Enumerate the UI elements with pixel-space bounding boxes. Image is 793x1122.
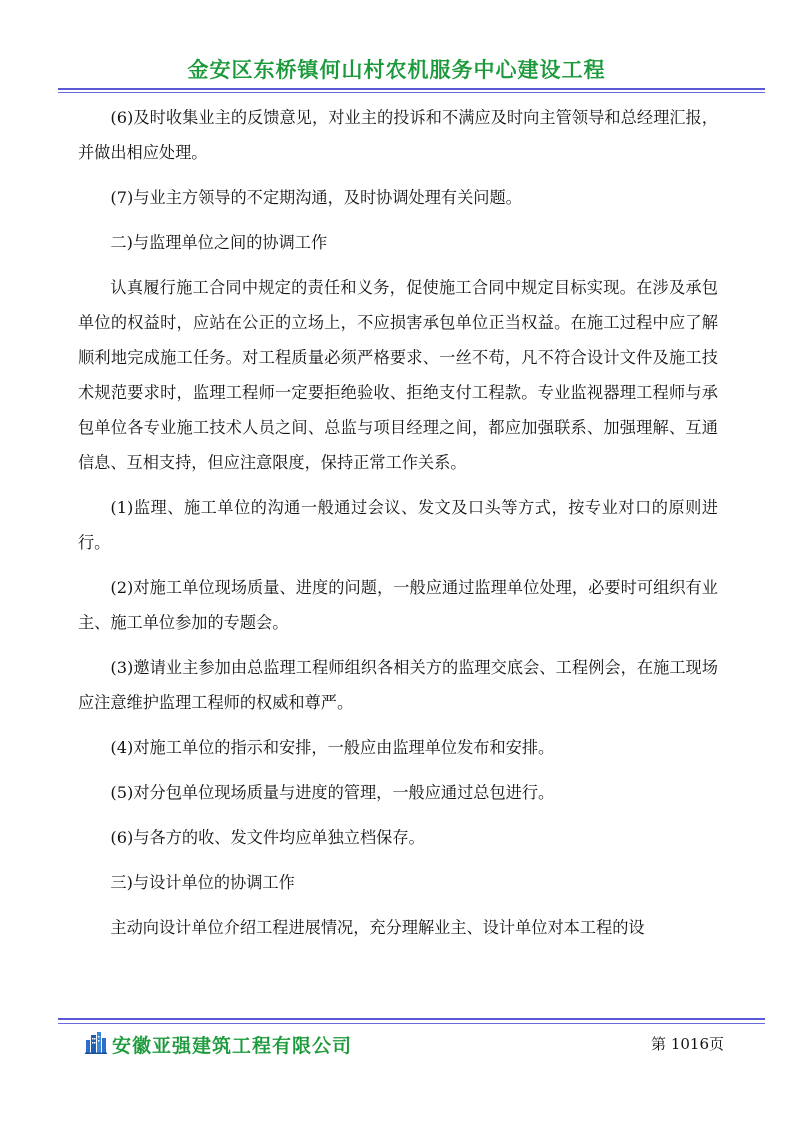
paragraph: (3)邀请业主参加由总监理工程师组织各相关方的监理交底会、工程例会，在施工现场应注意维护监理工程师的权威和尊严。 [78,658,718,712]
section-heading: 二)与监理单位之间的协调工作 [110,233,328,252]
building-logo-icon [84,1030,108,1054]
paragraph: 认真履行施工合同中规定的责任和义务，促使施工合同中规定目标实现。在涉及承包单位的权益时，应站在公正的立场上，不应损害承包单位正当权益。在施工过程中应了解顺利地完成施工任务。对工程质量必须严格要求、一丝不苟，凡不符合设计文件及施工技术规范要求时，监理工程师一定要拒绝验收、拒绝支付工程款。专业监视器理工程师与承包单位各专业施工技术人员之间、总监与项目经理之间，都应加强联系、加强理解、互通信息、互相支持，但应注意限度，保持正常工作关系。 [78,278,718,472]
paragraph: 主动向设计单位介绍工程进展情况，充分理解业主、设计单位对本工程的设 [110,918,645,937]
document-body [78,100,718,945]
header-rule-thin [58,92,765,93]
paragraph: (7)与业主方领导的不定期沟通，及时协调处理有关问题。 [110,188,522,207]
paragraph: (4)对施工单位的指示和安排，一般应由监理单位发布和安排。 [110,738,555,757]
header-rule-thick [58,88,765,90]
paragraph: (2)对施工单位现场质量、进度的问题，一般应通过监理单位处理，必要时可组织有业主、施工单位参加的专题会。 [78,578,718,632]
header-title: 金安区东桥镇何山村农机服务中心建设工程 [187,58,606,82]
paragraph: (6)及时收集业主的反馈意见，对业主的投诉和不满应及时向主管领导和总经理汇报，并做出相应处理。 [78,108,718,162]
footer-rule-thin [58,1023,765,1024]
paragraph: (5)对分包单位现场质量与进度的管理，一般应通过总包进行。 [110,783,555,802]
section-heading: 三)与设计单位的协调工作 [110,873,295,892]
page-number: 第 1016页 [651,1035,724,1053]
company-name: 安徽亚强建筑工程有限公司 [112,1035,353,1057]
footer-rule-thick [58,1018,765,1020]
paragraph: (6)与各方的收、发文件均应单独立档保存。 [110,828,425,847]
paragraph: (1)监理、施工单位的沟通一般通过会议、发文及口头等方式，按专业对口的原则进行。 [78,498,718,552]
footer-bar [84,1030,724,1056]
